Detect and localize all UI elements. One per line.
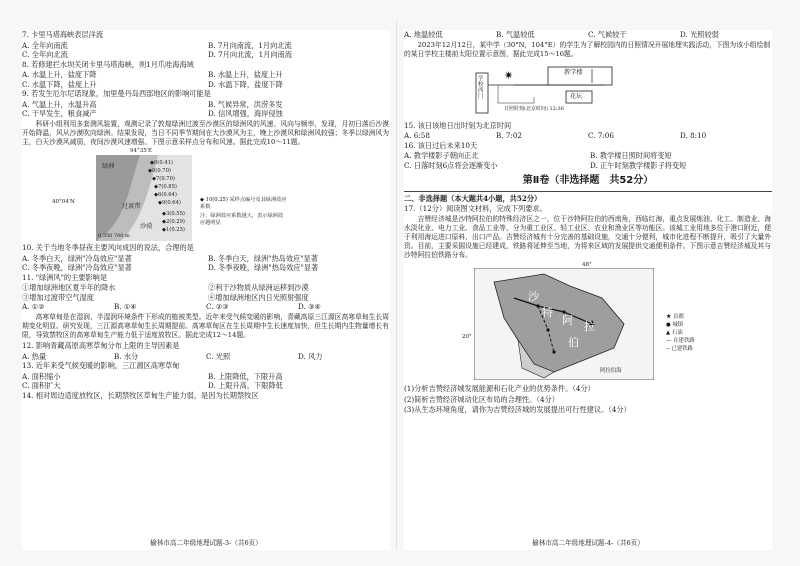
map2-country-3: 阿 (562, 314, 573, 328)
q9-options (22, 100, 390, 119)
q13-stem: 13. 近年来受气候变暖的影响，三江源区高寒草甸 (22, 361, 180, 371)
diagram-building-label: 教学楼 (564, 68, 583, 76)
section-ii-head: 二、非选择题（本大题共4小题，共52分） (404, 193, 542, 203)
q15-option-a: A. 6:58 (404, 131, 430, 141)
passage-alpine-meadow: 高寒草甸是在湿润、半湿润环境条件下形成的植被类型。近年来受气候变暖的影响，青藏高原三江源区高寒草甸生长周期变化明显。研究发现，三江源高寒草甸生长周期提前。高寒草甸区在生长周期中生长速度加快，但生长期内生物量增长有限，导致禁牧区的高寒草甸生产能力低于适度放牧区。据此完成12～14题。 (22, 312, 390, 339)
legend-railway-built: -- 已建铁路 (666, 345, 693, 352)
q11-choice-b: B. ①④ (114, 302, 137, 312)
q12-stem: 12. 影响青藏高原高寒草甸分布上限的主导因素是 (22, 341, 180, 351)
q15-option-b: B. 7:02 (496, 131, 522, 141)
q14-stem: 14. 相对周边适度放牧区，长期禁牧区草甸生产能力弱，是因为长期禁牧区 (22, 390, 259, 400)
page-fold (396, 20, 397, 550)
map2-region-label: 阿拉伯海 (600, 368, 622, 375)
q13-option-c: C. 面积扩大 (22, 381, 61, 391)
q7-option-a: A. 全年向南流 (22, 40, 68, 50)
legend-capital: ★ 首都 (666, 314, 684, 321)
q8-stem: 8. 若修建拦水坝关闭卡里马塔海峡，则1月爪哇海海域 (22, 59, 194, 69)
q12-options (22, 352, 390, 362)
passage-oasis-wind: 科研小组利用多套测风装置，观测记录了敦煌绿洲过渡至沙漠区的绿洲风的风速、风向与频率，发现，月初日落后沙漠开始降温，风从沙漠吹向绿洲。结果发现，当日不同季节期间在大沙漠风为主，晚上沙漠风和绿洲风较强；冬季以绿洲风为主，白天沙漠风减弱，夜间沙漠风速增强。下图示意采样点分布和风速。据此完成10～11题。 (22, 119, 390, 146)
q7-stem: 7. 卡里马塔海峡表层洋流 (22, 30, 104, 39)
passage-school-sun: 2023年12月12日，某中学（30°N，104°E）的学生为了解校园内的日照情况开展地理实践活动，下图为该小组绘制的某日学校主楼前太阳位置示意图，据此完成15～16题。 (404, 40, 771, 58)
q7-options (22, 41, 390, 60)
right-page (404, 30, 772, 550)
q7-option-c: C. 全年向北流 (22, 50, 68, 59)
q8-option-c: C. 水温下降，盐度上升 (22, 79, 97, 89)
q11-choice-d: D. ③④ (298, 302, 321, 312)
school-sun-diagram (404, 61, 772, 119)
map1-region-transition: 过渡带 (122, 203, 141, 211)
diagram-garden-label: 花坛 (570, 92, 583, 100)
map1-scale: 0 350 700 m (98, 233, 130, 240)
q11-statement-1: ①增加绿洲地区夏半年的降水 (22, 283, 116, 293)
diagram-gate-label: 学校西门 (478, 75, 484, 100)
map1-legend-item1: ◆ 10(0.25) 采样点编号及其绿洲效应系数 (200, 197, 287, 210)
q14-option-a: A. 地温较低 (404, 30, 443, 39)
q8-option-d: D. 水温下降，盐度下降 (208, 79, 283, 89)
map1-point-3: ◆7(0.85) (154, 184, 177, 191)
q11-choices (22, 302, 390, 312)
section-divider (404, 191, 772, 192)
q15-option-c: C. 7:06 (588, 131, 614, 141)
sun-icon: ✷ (504, 68, 514, 82)
map2-lon-label: 48° (582, 262, 592, 269)
map1-point-7: ◆2(0.29) (162, 219, 185, 226)
right-page-footer: 榆林市高二年级地理试题-4-（共6页） (532, 539, 644, 548)
q11-statement-4: ④增加绿洲地区内日光照射强度 (208, 292, 309, 302)
q17-subq-1: (1)分析吉赞经济城发展能源和石化产业的优势条件。（4分） (404, 384, 595, 394)
q15-stem: 15. 该日该地日出时刻为北京时间 (404, 120, 512, 130)
q8-option-b: B. 水温上升，盐度上升 (208, 70, 283, 79)
q9-option-a: A. 气温上升，水温升高 (22, 99, 97, 109)
q11-statements (22, 283, 390, 302)
q14-option-b: B. 气温较低 (496, 30, 535, 39)
map1-point-1: ◆0(0.70) (148, 168, 171, 175)
q13-options (22, 372, 390, 391)
q10-stem: 10. 关于当地冬季昼夜主要风向成因的说法，合理的是 (22, 243, 194, 253)
q11-choice-c: C. ②③ (206, 302, 229, 312)
q8-option-a: A. 水温上升，盐度下降 (22, 70, 97, 79)
map2-lat-label: 20° (462, 334, 472, 341)
saudi-map-figure (404, 262, 772, 382)
map1-point-0: ◆0(0.41) (150, 160, 173, 167)
legend-railway-planned: — 在建铁路 (666, 337, 695, 344)
oasis-map-figure (22, 149, 390, 241)
map2-country-1: 沙 (528, 290, 539, 304)
map1-lon-label: 94°35′E (130, 148, 153, 155)
q17-stem: 17.（12分）阅读图文材料，完成下列要求。 (404, 204, 547, 214)
q16-option-c: C. 日落时刻6点将会逐渐变小 (404, 160, 498, 170)
q11-statement-3: ③增加过渡带空气湿度 (22, 292, 94, 302)
q14-option-d: D. 光照较弱 (680, 30, 719, 39)
q9-option-c: C. 干旱发生，粮食减产 (22, 109, 97, 118)
q14-option-c: C. 气候较干 (588, 30, 627, 39)
map2-country-5: 伯 (568, 336, 579, 350)
q12-option-d: D. 风力 (298, 351, 323, 361)
q8-options (22, 70, 390, 89)
q9-option-d: D. 信风增强，海岸侵蚀 (208, 109, 283, 118)
q17-subq-2: (2)简析吉赞经济城动化区布局的合理性。（4分） (404, 394, 559, 404)
map1-lat-label: 40°04′N (52, 199, 75, 206)
q10-options (22, 254, 390, 273)
left-page (22, 30, 390, 550)
map2-legend (666, 314, 695, 353)
map2-country-4: 拉 (584, 320, 595, 334)
diagram-caption: 日照时刻(北京时间) 12:36 (504, 105, 564, 112)
q12-option-a: A. 热量 (22, 351, 47, 361)
q10-option-b: B. 冬季白天，绿洲"热岛效应"显著 (208, 253, 318, 263)
q11-stem: 11. "绿洲风"的主要影响是 (22, 272, 108, 282)
q7-option-d: D. 7月向北流，1月向南流 (208, 50, 292, 59)
map1-legend-item2: 注：绿洲效应系数越大，表示绿洲效应越明显 (200, 213, 284, 226)
q10-option-d: D. 冬季夜晚，绿洲"热岛效应"显著 (208, 263, 319, 273)
q13-option-b: B. 上限降低，下限升高 (208, 371, 283, 381)
q15-options (404, 131, 772, 141)
q11-statement-2: ②利于沙物质从绿洲运移到沙漠 (208, 283, 309, 293)
q15-option-d: D. 8:10 (680, 131, 707, 141)
q12-option-c: C. 光照 (206, 351, 231, 361)
q7-option-b: B. 7月向南流，1月向北流 (208, 40, 292, 50)
map1-point-8: ◆1(0.25) (162, 227, 185, 234)
map1-point-5: ◆9(0.64) (158, 200, 181, 207)
q16-option-b: B. 教学楼日照时间将变短 (590, 151, 672, 161)
q10-option-a: A. 冬季白天，绿洲"冷岛效应"显著 (22, 253, 132, 263)
section-ii-title: 第Ⅱ卷（非选择题 共52分） (522, 175, 654, 187)
left-page-footer: 榆林市高二年级地理试题-3-（共6页） (150, 539, 262, 548)
map2-country-2: 特 (542, 306, 553, 320)
map1-point-4: ◆6(0.64) (154, 192, 177, 199)
passage-jizan: 吉赞经济城是沙特阿拉伯的特殊经济区之一，位于沙特阿拉伯的西南角，西临红海，重点发展炼油、化工、制造业、海水淡化业、电力工业、食品工业等，分为重工业区、轻工业区、农业和渔业区等功能区。该城工业用地多位于港口附近，便于利用海运进口原料，出口产品。吉赞经济城有十分完善的基础设施，交通十分便利，城市化进程不断提升，吸引了大量外资。目前，主要采掘设施已经建成，铁路将延伸至当地，为将来区域的发展提供交通便利条件。下图示意吉赞经济城及其与沙特阿拉伯铁路分布。 (404, 214, 772, 260)
q16-options (404, 151, 772, 170)
map1-region-oasis: 绿洲 (102, 163, 115, 171)
q10-option-c: C. 冬季夜晚，绿洲"冷岛效应"显著 (22, 263, 132, 273)
q16-option-d: D. 正午时刻教学楼影子将变短 (590, 160, 687, 170)
q12-option-b: B. 水分 (114, 351, 139, 361)
q16-option-a: A. 教学楼影子朝向正北 (404, 151, 479, 161)
map1-region-desert: 沙漠 (140, 223, 153, 231)
q14-options (404, 30, 772, 40)
map1-point-2: ◆7(0.70) (152, 176, 175, 183)
q9-option-b: B. 气候异常，洪涝多发 (208, 99, 283, 109)
q13-option-d: D. 上限升高，下限降低 (208, 381, 283, 391)
q16-stem: 16. 该日过后未来10天 (404, 140, 478, 150)
q13-option-a: A. 面积缩小 (22, 371, 61, 381)
q17-subq-3: (3)从生态环境角度，请你为吉赞经济城的发展提出可行性建议。（4分） (404, 405, 631, 415)
q11-choice-a: A. ①② (22, 302, 45, 312)
q9-stem: 9. 若发生厄尔尼诺现象，加里曼丹岛西部地区的影响可能是 (22, 89, 211, 98)
legend-oil: ▲ 石油 (666, 330, 683, 337)
legend-town: ● 城镇 (666, 322, 684, 329)
map1-point-6: ◆3(0.55) (162, 211, 185, 218)
